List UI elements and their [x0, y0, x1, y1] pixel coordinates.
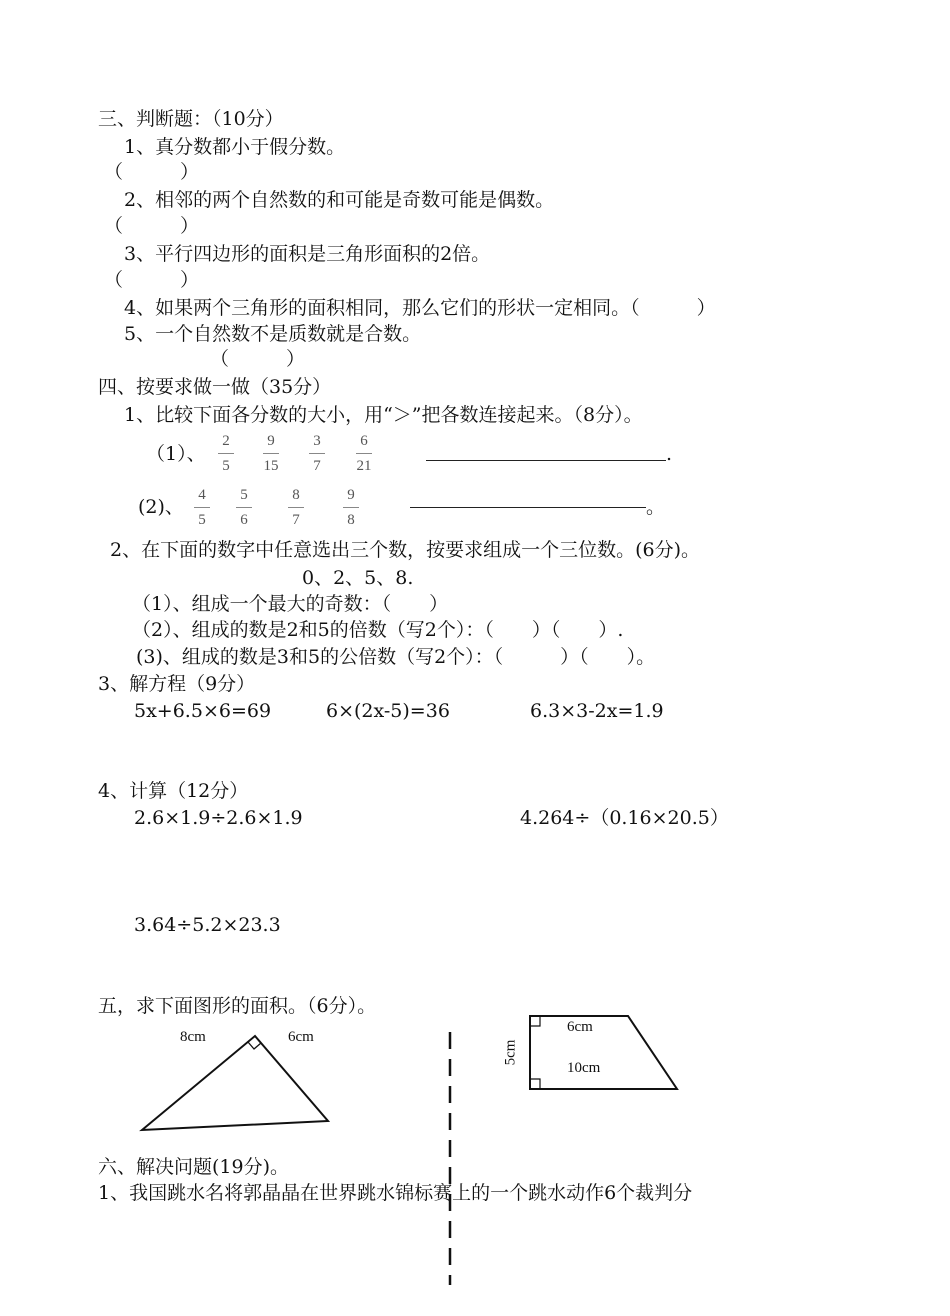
calc-title: 4、计算（12分） [98, 780, 249, 802]
equation-1: 5x+6.5×6=69 [134, 700, 272, 722]
judge-q1: 1、真分数都小于假分数。 [124, 136, 346, 158]
right-trapezoid [530, 1016, 677, 1089]
right-triangle [142, 1036, 328, 1130]
judge-q2: 2、相邻的两个自然数的和可能是奇数可能是偶数。 [124, 189, 555, 211]
compare-part1-label: （1）、 [146, 443, 206, 465]
answer-line-1-end: . [666, 443, 673, 465]
trapezoid-height: 5cm [502, 1039, 519, 1066]
digits-q-a: （1）、组成一个最大的奇数：（ ） [132, 593, 449, 615]
fraction: 2 5 [212, 432, 240, 475]
trapezoid-top: 6cm [567, 1019, 593, 1035]
compare-question: 1、比较下面各分数的大小，用“＞”把各数连接起来。（8分）。 [124, 404, 643, 426]
section5-title: 五，求下面图形的面积。（6分）。 [98, 995, 377, 1017]
judge-q3-answer[interactable]: （ ） [104, 269, 200, 291]
problem-1: 1、我国跳水名将郭晶晶在世界跳水锦标赛上的一个跳水动作6个裁判分 [98, 1182, 693, 1204]
section6-title: 六、解决问题(19分)。 [98, 1156, 290, 1178]
triangle-leg-right: 6cm [288, 1029, 314, 1045]
fraction: 3 7 [303, 432, 331, 475]
judge-q1-answer[interactable]: （ ） [104, 161, 200, 183]
judge-q4: 4、如果两个三角形的面积相同，那么它们的形状一定相同。（ ） [124, 297, 716, 319]
judge-q3: 3、平行四边形的面积是三角形面积的2倍。 [124, 243, 491, 265]
right-angle-mark [248, 1042, 261, 1049]
triangle-leg-left: 8cm [180, 1029, 206, 1045]
answer-line-2-end: 。 [646, 496, 666, 518]
judge-q2-answer[interactable]: （ ） [104, 215, 200, 237]
digits-q-b: （2）、组成的数是2和5的倍数（写2个）：（ ）（ ）. [132, 619, 624, 641]
calc-3: 3.64÷5.2×23.3 [134, 914, 281, 936]
fraction: 5 6 [230, 486, 258, 529]
fraction: 4 5 [188, 486, 216, 529]
equation-3: 6.3×3-2x=1.9 [530, 700, 664, 722]
right-angle-mark-top [530, 1016, 540, 1026]
fraction: 8 7 [282, 486, 310, 529]
equation-2: 6×(2x-5)=36 [326, 700, 450, 722]
digits-question: 2、在下面的数字中任意选出三个数，按要求组成一个三位数。(6分)。 [110, 539, 701, 561]
trapezoid-bottom: 10cm [567, 1060, 601, 1076]
section4-title: 四、按要求做一做（35分） [98, 376, 332, 398]
compare-part2-label: (2)、 [138, 496, 184, 518]
section3-title: 三、判断题：（10分） [98, 108, 284, 130]
judge-q5-answer[interactable]: （ ） [210, 348, 306, 370]
equations-title: 3、解方程（9分） [98, 673, 256, 695]
calc-2: 4.264÷（0.16×20.5） [520, 807, 729, 829]
calc-1: 2.6×1.9÷2.6×1.9 [134, 807, 303, 829]
right-angle-mark-bottom [530, 1079, 540, 1089]
fraction: 9 15 [263, 433, 279, 474]
fraction: 9 8 [337, 486, 365, 529]
fraction: 6 21 [356, 433, 372, 474]
judge-q5: 5、一个自然数不是质数就是合数。 [124, 323, 422, 345]
digits-list: 0、2、5、8. [302, 567, 414, 589]
digits-q-c: (3)、组成的数是3和5的公倍数（写2个）：（ ）（ ）。 [136, 646, 656, 668]
